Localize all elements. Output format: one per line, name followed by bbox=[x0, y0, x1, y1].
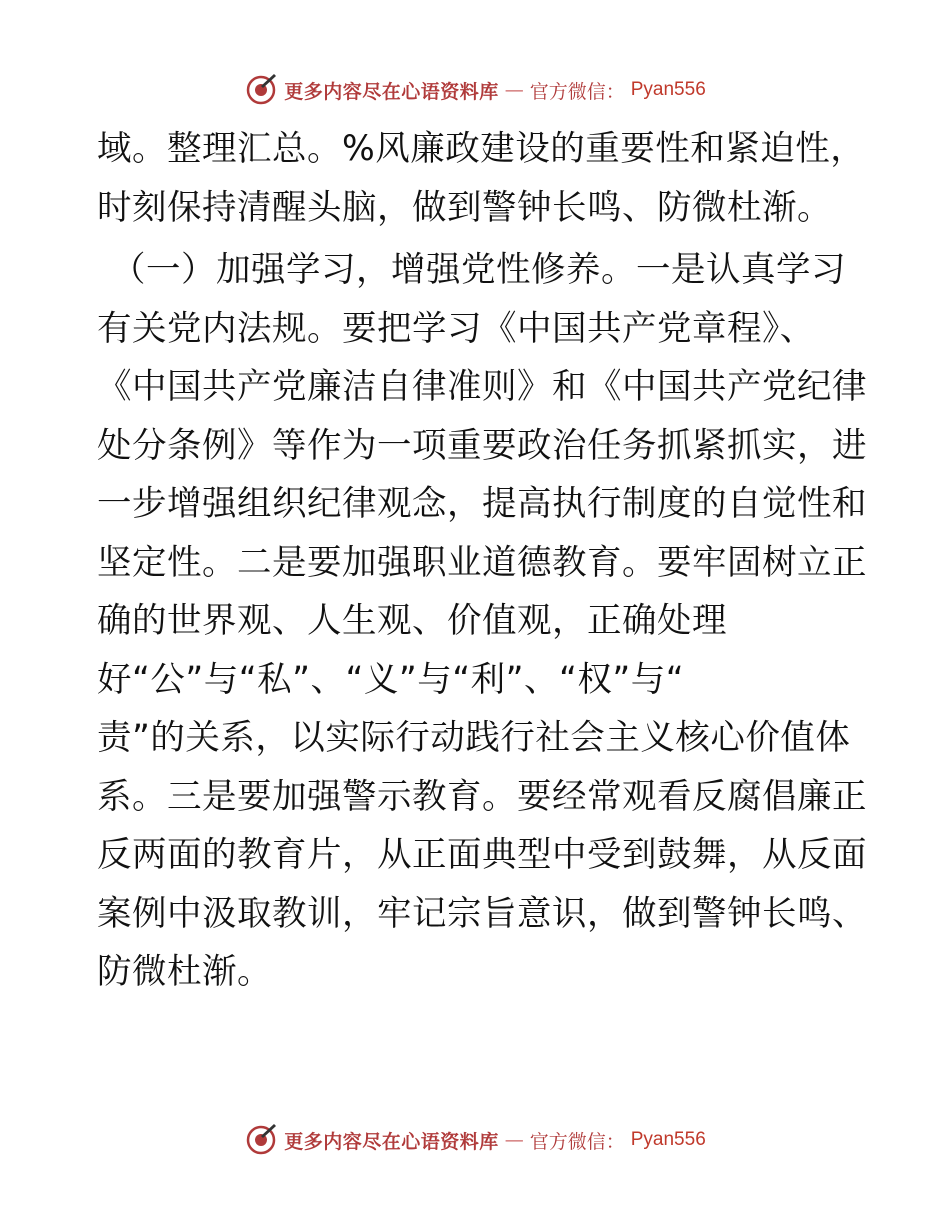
text-line: 坚定性。二是要加强职业道德教育。要牢固树立正 bbox=[97, 542, 867, 583]
header-watermark-banner bbox=[0, 70, 950, 110]
paragraph-1 bbox=[97, 120, 866, 237]
text-line: 《中国共产党廉洁自律准则》和《中国共产党纪律 bbox=[97, 367, 867, 407]
footer-watermark-banner bbox=[0, 1120, 950, 1160]
text-line: 时刻保持清醒头脑，做到警钟长鸣、防微杜渐。 bbox=[97, 187, 832, 228]
header-separator: — bbox=[504, 79, 524, 101]
text-line: 一步增强组织纪律观念，提高执行制度的自觉性和 bbox=[97, 484, 867, 524]
text-line: 责”的关系，以实际行动践行社会主义核心价值体 bbox=[97, 718, 851, 758]
text-line: 反两面的教育片，从正面典型中受到鼓舞，从反面 bbox=[97, 835, 867, 875]
paragraph-2 bbox=[97, 241, 867, 1002]
document-body bbox=[97, 120, 867, 1002]
footer-brand-text: 更多内容尽在心语资料库 bbox=[284, 1130, 499, 1153]
text-line: 有关党内法规。要把学习《中国共产党章程》、 bbox=[97, 308, 815, 349]
text-line: 域。整理汇总。%风廉政建设的重要性和紧迫性， bbox=[97, 129, 866, 169]
header-wechat-id: Pyan556 bbox=[630, 79, 706, 100]
footer-wechat-label: 官方微信： bbox=[529, 1130, 625, 1153]
text-line: （一）加强学习，增强党性修养。一是认真学习 bbox=[111, 250, 846, 290]
header-brand-text: 更多内容尽在心语资料库 bbox=[284, 80, 499, 103]
text-line: 确的世界观、人生观、价值观，正确处理 bbox=[97, 601, 727, 641]
text-line: 系。三是要加强警示教育。要经常观看反腐倡廉正 bbox=[97, 776, 867, 817]
footer-separator: — bbox=[504, 1129, 524, 1151]
text-line: 案例中汲取教训，牢记宗旨意识，做到警钟长鸣、 bbox=[97, 893, 867, 934]
pen-logo-icon bbox=[244, 73, 278, 107]
text-line: 防微杜渐。 bbox=[97, 952, 272, 992]
pen-logo-icon bbox=[244, 1123, 278, 1157]
footer-wechat-id: Pyan556 bbox=[630, 1129, 706, 1150]
header-wechat-label: 官方微信： bbox=[529, 80, 625, 103]
text-line: 处分条例》等作为一项重要政治任务抓紧抓实，进 bbox=[97, 425, 867, 466]
text-line: 好“公”与“私”、“义”与“利”、“权”与“ bbox=[97, 659, 685, 700]
